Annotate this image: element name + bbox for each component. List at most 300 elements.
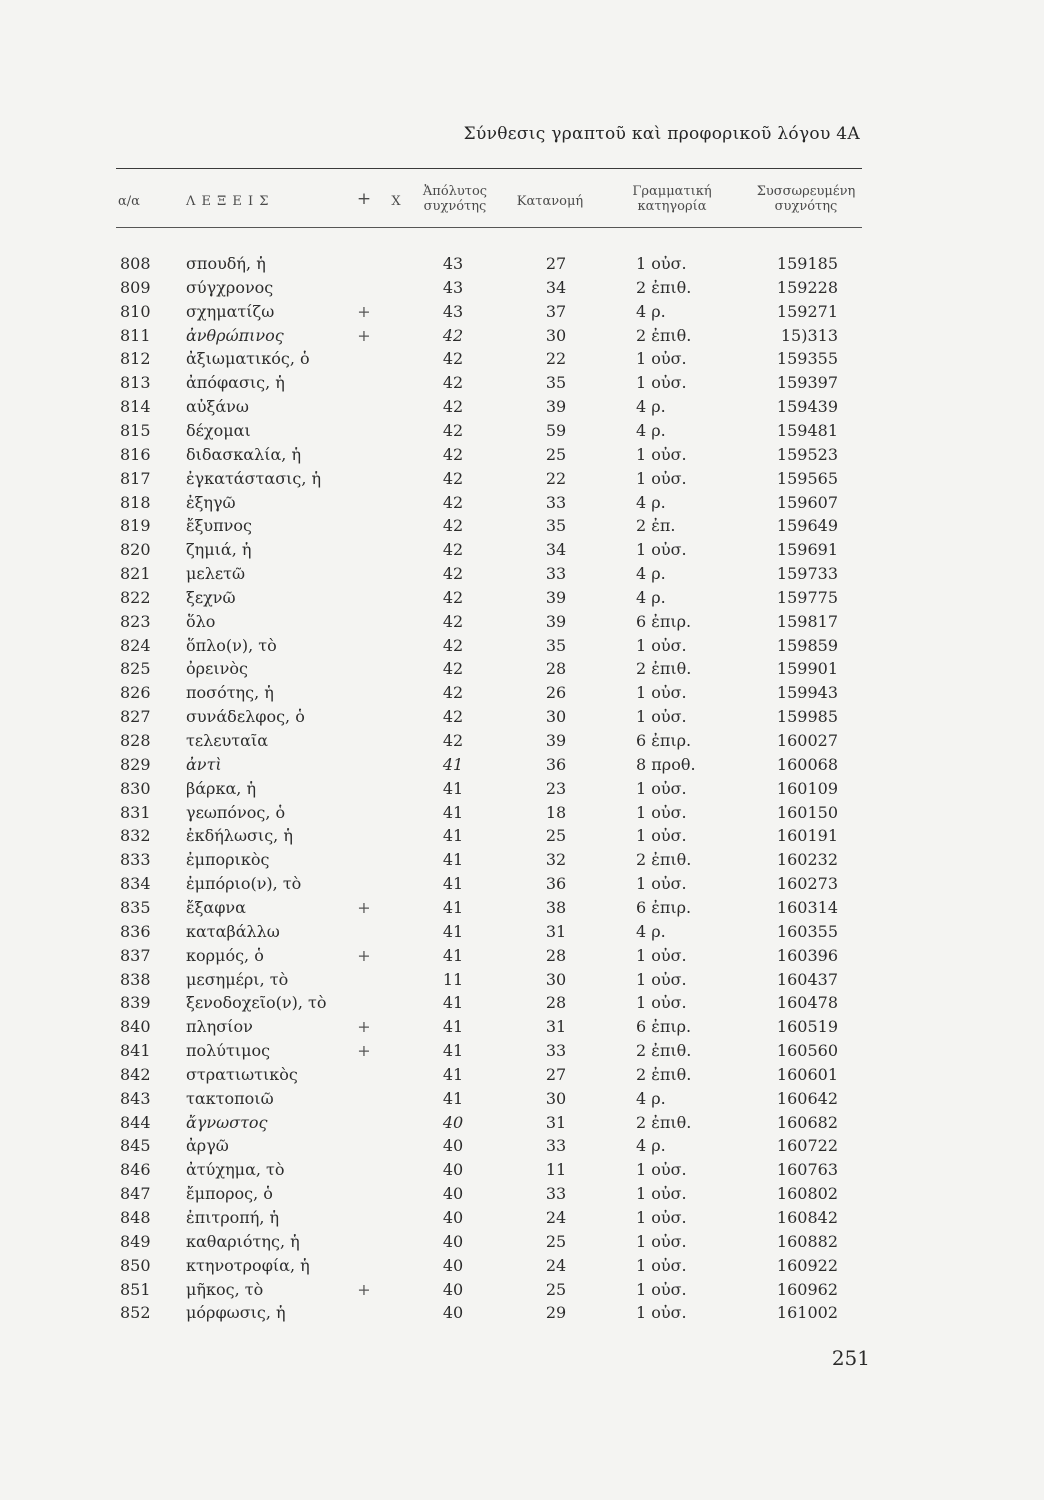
row-absolute-frequency: 42 xyxy=(442,444,464,464)
row-absolute-frequency: 41 xyxy=(442,921,464,941)
table-row xyxy=(0,540,1044,564)
row-grammatical-category: 4 ρ. xyxy=(636,492,666,512)
table-row xyxy=(0,612,1044,636)
row-number: 815 xyxy=(120,420,151,440)
table-row xyxy=(0,1232,1044,1256)
row-number: 829 xyxy=(120,754,151,774)
row-word: μόρφωσις, ἡ xyxy=(186,1303,286,1323)
row-number: 850 xyxy=(120,1255,151,1275)
row-absolute-frequency: 40 xyxy=(442,1279,464,1299)
row-number: 831 xyxy=(120,802,151,822)
row-distribution: 36 xyxy=(545,754,567,774)
row-grammatical-category: 1 οὐσ. xyxy=(636,1303,687,1323)
row-absolute-frequency: 41 xyxy=(442,802,464,822)
table-row xyxy=(0,278,1044,302)
row-cumulative-frequency: 160962 xyxy=(776,1279,838,1299)
row-word: ἀργῶ xyxy=(186,1136,229,1156)
row-grammatical-category: 1 οὐσ. xyxy=(636,826,687,846)
table-row xyxy=(0,302,1044,326)
row-distribution: 34 xyxy=(545,277,567,297)
row-word: καταβάλλω xyxy=(186,921,280,941)
row-number: 821 xyxy=(120,564,151,584)
row-distribution: 35 xyxy=(545,516,567,536)
table-row xyxy=(0,1136,1044,1160)
row-grammatical-category: 2 ἐπιθ. xyxy=(636,850,692,870)
row-word: γεωπόνος, ὁ xyxy=(186,802,286,822)
row-plus-mark: + xyxy=(357,1041,371,1061)
row-cumulative-frequency: 160882 xyxy=(776,1231,838,1251)
row-distribution: 28 xyxy=(545,659,567,679)
row-grammatical-category: 6 ἐπιρ. xyxy=(636,611,692,631)
row-distribution: 25 xyxy=(545,1231,567,1251)
row-cumulative-frequency: 159901 xyxy=(776,659,838,679)
row-number: 838 xyxy=(120,969,151,989)
row-word: μῆκος, τὸ xyxy=(186,1279,264,1299)
row-word: ξενοδοχεῖο(ν), τὸ xyxy=(186,993,327,1013)
row-distribution: 31 xyxy=(545,921,567,941)
row-plus-mark: + xyxy=(357,1279,371,1299)
header-x: X xyxy=(391,194,401,209)
row-number: 836 xyxy=(120,921,151,941)
row-absolute-frequency: 11 xyxy=(442,969,464,989)
row-grammatical-category: 1 οὐσ. xyxy=(636,993,687,1013)
table-row xyxy=(0,1256,1044,1280)
row-number: 839 xyxy=(120,993,151,1013)
row-grammatical-category: 2 ἐπιθ. xyxy=(636,1112,692,1132)
row-number: 844 xyxy=(120,1112,151,1132)
row-cumulative-frequency: 160642 xyxy=(776,1088,838,1108)
row-number: 816 xyxy=(120,444,151,464)
row-absolute-frequency: 40 xyxy=(442,1303,464,1323)
row-grammatical-category: 4 ρ. xyxy=(636,1088,666,1108)
row-distribution: 31 xyxy=(545,1017,567,1037)
row-distribution: 36 xyxy=(545,874,567,894)
table-row xyxy=(0,946,1044,970)
row-distribution: 27 xyxy=(545,1064,567,1084)
table-row xyxy=(0,421,1044,445)
row-distribution: 18 xyxy=(545,802,567,822)
row-absolute-frequency: 40 xyxy=(442,1160,464,1180)
row-absolute-frequency: 42 xyxy=(442,516,464,536)
row-word: ὅλο xyxy=(186,611,216,631)
row-cumulative-frequency: 160519 xyxy=(776,1017,838,1037)
row-distribution: 37 xyxy=(545,301,567,321)
table-row xyxy=(0,493,1044,517)
header-words: Λ Ε Ξ Ε Ι Σ xyxy=(186,194,270,209)
row-absolute-frequency: 41 xyxy=(442,1088,464,1108)
row-word: ἐγκατάστασις, ἡ xyxy=(186,468,322,488)
table-row xyxy=(0,588,1044,612)
row-cumulative-frequency: 159185 xyxy=(776,254,838,273)
row-absolute-frequency: 42 xyxy=(442,420,464,440)
row-grammatical-category: 4 ρ. xyxy=(636,921,666,941)
header-aa: α/α xyxy=(118,194,140,209)
row-distribution: 27 xyxy=(545,254,567,273)
row-grammatical-category: 1 οὐσ. xyxy=(636,1208,687,1227)
table-row xyxy=(0,1113,1044,1137)
row-absolute-frequency: 43 xyxy=(442,301,464,321)
row-distribution: 39 xyxy=(545,397,567,417)
row-number: 848 xyxy=(120,1208,151,1227)
row-absolute-frequency: 42 xyxy=(442,540,464,560)
row-word: ἐκδήλωσις, ἡ xyxy=(186,826,293,846)
row-distribution: 24 xyxy=(545,1255,567,1275)
row-cumulative-frequency: 159397 xyxy=(776,373,838,393)
row-word: ἄγνωστος xyxy=(186,1112,268,1132)
row-plus-mark: + xyxy=(357,1017,371,1037)
row-grammatical-category: 1 οὐσ. xyxy=(636,969,687,989)
row-distribution: 25 xyxy=(545,1279,567,1299)
row-distribution: 33 xyxy=(545,1136,567,1156)
table-row xyxy=(0,779,1044,803)
row-cumulative-frequency: 160478 xyxy=(776,993,838,1013)
row-absolute-frequency: 42 xyxy=(442,373,464,393)
row-absolute-frequency: 42 xyxy=(442,611,464,631)
table-row xyxy=(0,803,1044,827)
row-cumulative-frequency: 161002 xyxy=(776,1303,838,1323)
row-absolute-frequency: 40 xyxy=(442,1208,464,1227)
row-plus-mark: + xyxy=(357,301,371,321)
row-distribution: 59 xyxy=(545,420,567,440)
row-number: 827 xyxy=(120,707,151,727)
row-number: 849 xyxy=(120,1231,151,1251)
row-number: 840 xyxy=(120,1017,151,1037)
row-word: ἀτύχημα, τὸ xyxy=(186,1160,285,1180)
header-plus: + xyxy=(356,189,372,209)
row-distribution: 33 xyxy=(545,564,567,584)
row-cumulative-frequency: 159859 xyxy=(776,635,838,655)
row-cumulative-frequency: 160314 xyxy=(776,897,838,917)
row-cumulative-frequency: 159985 xyxy=(776,707,838,727)
row-word: ἔμπορος, ὁ xyxy=(186,1184,273,1204)
row-grammatical-category: 6 ἐπιρ. xyxy=(636,897,692,917)
row-absolute-frequency: 42 xyxy=(442,492,464,512)
row-number: 847 xyxy=(120,1184,151,1204)
row-distribution: 32 xyxy=(545,850,567,870)
row-grammatical-category: 2 ἐπιθ. xyxy=(636,659,692,679)
row-absolute-frequency: 42 xyxy=(442,683,464,703)
row-distribution: 24 xyxy=(545,1208,567,1227)
row-grammatical-category: 2 ἐπιθ. xyxy=(636,1064,692,1084)
row-word: ὅπλο(ν), τὸ xyxy=(186,635,277,655)
row-word: μελετῶ xyxy=(186,564,246,584)
table-row xyxy=(0,755,1044,779)
row-cumulative-frequency: 159775 xyxy=(776,587,838,607)
row-grammatical-category: 1 οὐσ. xyxy=(636,349,687,369)
row-grammatical-category: 1 οὐσ. xyxy=(636,1160,687,1180)
header-grammatical-line1: Γραμματική xyxy=(632,184,712,199)
row-number: 851 xyxy=(120,1279,151,1299)
row-absolute-frequency: 42 xyxy=(442,731,464,750)
row-number: 812 xyxy=(120,349,151,369)
row-word: διδασκαλία, ἡ xyxy=(186,444,302,464)
row-cumulative-frequency: 159733 xyxy=(776,564,838,584)
row-word: σύγχρονος xyxy=(186,277,274,297)
table-row xyxy=(0,683,1044,707)
table-row xyxy=(0,1017,1044,1041)
row-cumulative-frequency: 160560 xyxy=(776,1041,838,1061)
row-number: 813 xyxy=(120,373,151,393)
row-absolute-frequency: 42 xyxy=(442,397,464,417)
row-distribution: 35 xyxy=(545,635,567,655)
row-absolute-frequency: 41 xyxy=(442,1064,464,1084)
row-cumulative-frequency: 160722 xyxy=(776,1136,838,1156)
row-number: 845 xyxy=(120,1136,151,1156)
row-absolute-frequency: 41 xyxy=(442,754,464,774)
table-row xyxy=(0,874,1044,898)
row-grammatical-category: 4 ρ. xyxy=(636,1136,666,1156)
row-absolute-frequency: 41 xyxy=(442,850,464,870)
row-grammatical-category: 2 ἐπ. xyxy=(636,516,676,536)
table-row xyxy=(0,850,1044,874)
row-cumulative-frequency: 160068 xyxy=(776,754,838,774)
row-word: κορμός, ὁ xyxy=(186,945,264,965)
row-number: 843 xyxy=(120,1088,151,1108)
row-number: 822 xyxy=(120,587,151,607)
row-grammatical-category: 1 οὐσ. xyxy=(636,707,687,727)
row-distribution: 30 xyxy=(545,1088,567,1108)
row-cumulative-frequency: 160273 xyxy=(776,874,838,894)
row-absolute-frequency: 42 xyxy=(442,349,464,369)
table-row xyxy=(0,922,1044,946)
row-grammatical-category: 1 οὐσ. xyxy=(636,1255,687,1275)
row-grammatical-category: 8 προθ. xyxy=(636,754,696,774)
row-number: 820 xyxy=(120,540,151,560)
row-word: ἀντὶ xyxy=(186,754,222,774)
row-absolute-frequency: 40 xyxy=(442,1255,464,1275)
row-distribution: 11 xyxy=(545,1160,567,1180)
row-number: 808 xyxy=(120,254,151,273)
row-grammatical-category: 2 ἐπιθ. xyxy=(636,325,692,345)
row-plus-mark: + xyxy=(357,945,371,965)
header-absolute-line2: συχνότης xyxy=(423,199,487,214)
header-cumulative-line2: συχνότης xyxy=(774,199,838,214)
table-header-rule xyxy=(116,227,862,228)
row-grammatical-category: 1 οὐσ. xyxy=(636,778,687,798)
row-cumulative-frequency: 159691 xyxy=(776,540,838,560)
header-grammatical-line2: κατηγορία xyxy=(637,199,707,214)
header-absolute xyxy=(410,184,500,214)
row-absolute-frequency: 40 xyxy=(442,1184,464,1204)
row-word: ζημιά, ἡ xyxy=(186,540,252,560)
row-absolute-frequency: 42 xyxy=(442,587,464,607)
row-absolute-frequency: 42 xyxy=(442,659,464,679)
table-row xyxy=(0,1041,1044,1065)
table-row xyxy=(0,993,1044,1017)
row-distribution: 33 xyxy=(545,1184,567,1204)
row-grammatical-category: 2 ἐπιθ. xyxy=(636,277,692,297)
row-cumulative-frequency: 159523 xyxy=(776,444,838,464)
table-row xyxy=(0,254,1044,278)
row-word: ἀξιωματικός, ὁ xyxy=(186,349,310,369)
row-grammatical-category: 1 οὐσ. xyxy=(636,635,687,655)
row-number: 811 xyxy=(120,325,151,345)
row-absolute-frequency: 41 xyxy=(442,897,464,917)
table-row xyxy=(0,397,1044,421)
row-grammatical-category: 1 οὐσ. xyxy=(636,1231,687,1251)
table-row xyxy=(0,469,1044,493)
table-row xyxy=(0,1184,1044,1208)
row-cumulative-frequency: 160150 xyxy=(776,802,838,822)
row-cumulative-frequency: 160437 xyxy=(776,969,838,989)
row-grammatical-category: 1 οὐσ. xyxy=(636,683,687,703)
table-row xyxy=(0,1280,1044,1304)
row-absolute-frequency: 40 xyxy=(442,1231,464,1251)
row-number: 837 xyxy=(120,945,151,965)
row-grammatical-category: 1 οὐσ. xyxy=(636,1279,687,1299)
row-distribution: 30 xyxy=(545,969,567,989)
row-distribution: 25 xyxy=(545,444,567,464)
row-plus-mark: + xyxy=(357,897,371,917)
row-cumulative-frequency: 159271 xyxy=(776,301,838,321)
row-number: 841 xyxy=(120,1041,151,1061)
row-distribution: 23 xyxy=(545,778,567,798)
row-word: ἀπόφασις, ἡ xyxy=(186,373,285,393)
row-grammatical-category: 1 οὐσ. xyxy=(636,373,687,393)
row-word: πολύτιμος xyxy=(186,1041,271,1061)
row-cumulative-frequency: 160232 xyxy=(776,850,838,870)
header-cumulative-line1: Συσσωρευμένη xyxy=(756,184,856,199)
row-absolute-frequency: 41 xyxy=(442,993,464,1013)
row-word: κτηνοτροφία, ἡ xyxy=(186,1255,310,1275)
row-word: σχηματίζω xyxy=(186,301,275,321)
row-absolute-frequency: 43 xyxy=(442,277,464,297)
header-cumulative xyxy=(744,184,868,214)
row-absolute-frequency: 41 xyxy=(442,778,464,798)
row-cumulative-frequency: 159943 xyxy=(776,683,838,703)
row-number: 825 xyxy=(120,659,151,679)
row-cumulative-frequency: 159817 xyxy=(776,611,838,631)
table-row xyxy=(0,898,1044,922)
row-number: 833 xyxy=(120,850,151,870)
table-row xyxy=(0,1208,1044,1232)
row-cumulative-frequency: 160922 xyxy=(776,1255,838,1275)
row-word: ποσότης, ἡ xyxy=(186,683,274,703)
table-row xyxy=(0,826,1044,850)
row-distribution: 26 xyxy=(545,683,567,703)
row-grammatical-category: 1 οὐσ. xyxy=(636,1184,687,1204)
row-absolute-frequency: 42 xyxy=(442,564,464,584)
row-word: συνάδελφος, ὁ xyxy=(186,707,305,727)
row-grammatical-category: 1 οὐσ. xyxy=(636,945,687,965)
header-grammatical xyxy=(612,184,732,214)
row-absolute-frequency: 41 xyxy=(442,826,464,846)
row-cumulative-frequency: 159355 xyxy=(776,349,838,369)
row-absolute-frequency: 41 xyxy=(442,1041,464,1061)
row-word: αὐξάνω xyxy=(186,397,249,417)
row-cumulative-frequency: 160355 xyxy=(776,921,838,941)
row-distribution: 25 xyxy=(545,826,567,846)
row-grammatical-category: 1 οὐσ. xyxy=(636,802,687,822)
row-number: 814 xyxy=(120,397,151,417)
row-plus-mark: + xyxy=(357,325,371,345)
table-row xyxy=(0,659,1044,683)
row-cumulative-frequency: 160763 xyxy=(776,1160,838,1180)
row-cumulative-frequency: 159565 xyxy=(776,468,838,488)
table-row xyxy=(0,516,1044,540)
row-number: 834 xyxy=(120,874,151,894)
table-row xyxy=(0,373,1044,397)
running-head: Σύνθεσις γραπτοῦ καὶ προφορικοῦ λόγου 4Α xyxy=(463,124,860,144)
row-grammatical-category: 1 οὐσ. xyxy=(636,468,687,488)
row-distribution: 39 xyxy=(545,731,567,750)
row-number: 832 xyxy=(120,826,151,846)
table-row xyxy=(0,1089,1044,1113)
row-distribution: 31 xyxy=(545,1112,567,1132)
row-distribution: 28 xyxy=(545,945,567,965)
row-cumulative-frequency: 160027 xyxy=(776,731,838,750)
row-cumulative-frequency: 160396 xyxy=(776,945,838,965)
row-grammatical-category: 1 οὐσ. xyxy=(636,254,687,273)
row-distribution: 28 xyxy=(545,993,567,1013)
row-cumulative-frequency: 160191 xyxy=(776,826,838,846)
table-row xyxy=(0,1065,1044,1089)
table-row xyxy=(0,1303,1044,1327)
row-distribution: 39 xyxy=(545,587,567,607)
table-row xyxy=(0,970,1044,994)
header-absolute-line1: Ἀπόλυτος xyxy=(422,184,488,199)
row-distribution: 39 xyxy=(545,611,567,631)
row-distribution: 35 xyxy=(545,373,567,393)
table-top-rule xyxy=(116,168,862,169)
row-absolute-frequency: 41 xyxy=(442,874,464,894)
table-row xyxy=(0,564,1044,588)
table-row xyxy=(0,445,1044,469)
row-grammatical-category: 1 οὐσ. xyxy=(636,874,687,894)
row-number: 852 xyxy=(120,1303,151,1323)
row-cumulative-frequency: 159607 xyxy=(776,492,838,512)
table-row xyxy=(0,1160,1044,1184)
row-absolute-frequency: 42 xyxy=(442,468,464,488)
row-number: 823 xyxy=(120,611,151,631)
row-word: πλησίον xyxy=(186,1017,253,1037)
row-number: 842 xyxy=(120,1064,151,1084)
table-row xyxy=(0,349,1044,373)
row-cumulative-frequency: 160601 xyxy=(776,1064,838,1084)
row-number: 817 xyxy=(120,468,151,488)
row-word: ἔξαφνα xyxy=(186,897,246,917)
row-cumulative-frequency: 159228 xyxy=(776,277,838,297)
row-cumulative-frequency: 15)313 xyxy=(780,325,838,345)
row-word: ὀρεινὸς xyxy=(186,659,248,679)
row-distribution: 33 xyxy=(545,492,567,512)
row-distribution: 29 xyxy=(545,1303,567,1323)
row-absolute-frequency: 42 xyxy=(442,707,464,727)
table-row xyxy=(0,636,1044,660)
page-number: 251 xyxy=(831,1346,870,1370)
row-number: 824 xyxy=(120,635,151,655)
row-cumulative-frequency: 160109 xyxy=(776,778,838,798)
row-absolute-frequency: 40 xyxy=(442,1136,464,1156)
row-distribution: 30 xyxy=(545,707,567,727)
table-row xyxy=(0,707,1044,731)
row-distribution: 22 xyxy=(545,349,567,369)
row-number: 846 xyxy=(120,1160,151,1180)
row-word: καθαριότης, ἡ xyxy=(186,1231,300,1251)
row-cumulative-frequency: 159439 xyxy=(776,397,838,417)
row-number: 828 xyxy=(120,731,151,750)
row-grammatical-category: 4 ρ. xyxy=(636,587,666,607)
row-absolute-frequency: 40 xyxy=(442,1112,464,1132)
row-distribution: 33 xyxy=(545,1041,567,1061)
table-row xyxy=(0,731,1044,755)
row-grammatical-category: 6 ἐπιρ. xyxy=(636,1017,692,1037)
row-word: ἐμπορικὸς xyxy=(186,850,270,870)
row-grammatical-category: 2 ἐπιθ. xyxy=(636,1041,692,1061)
row-word: δέχομαι xyxy=(186,420,251,440)
row-distribution: 34 xyxy=(545,540,567,560)
row-distribution: 30 xyxy=(545,325,567,345)
